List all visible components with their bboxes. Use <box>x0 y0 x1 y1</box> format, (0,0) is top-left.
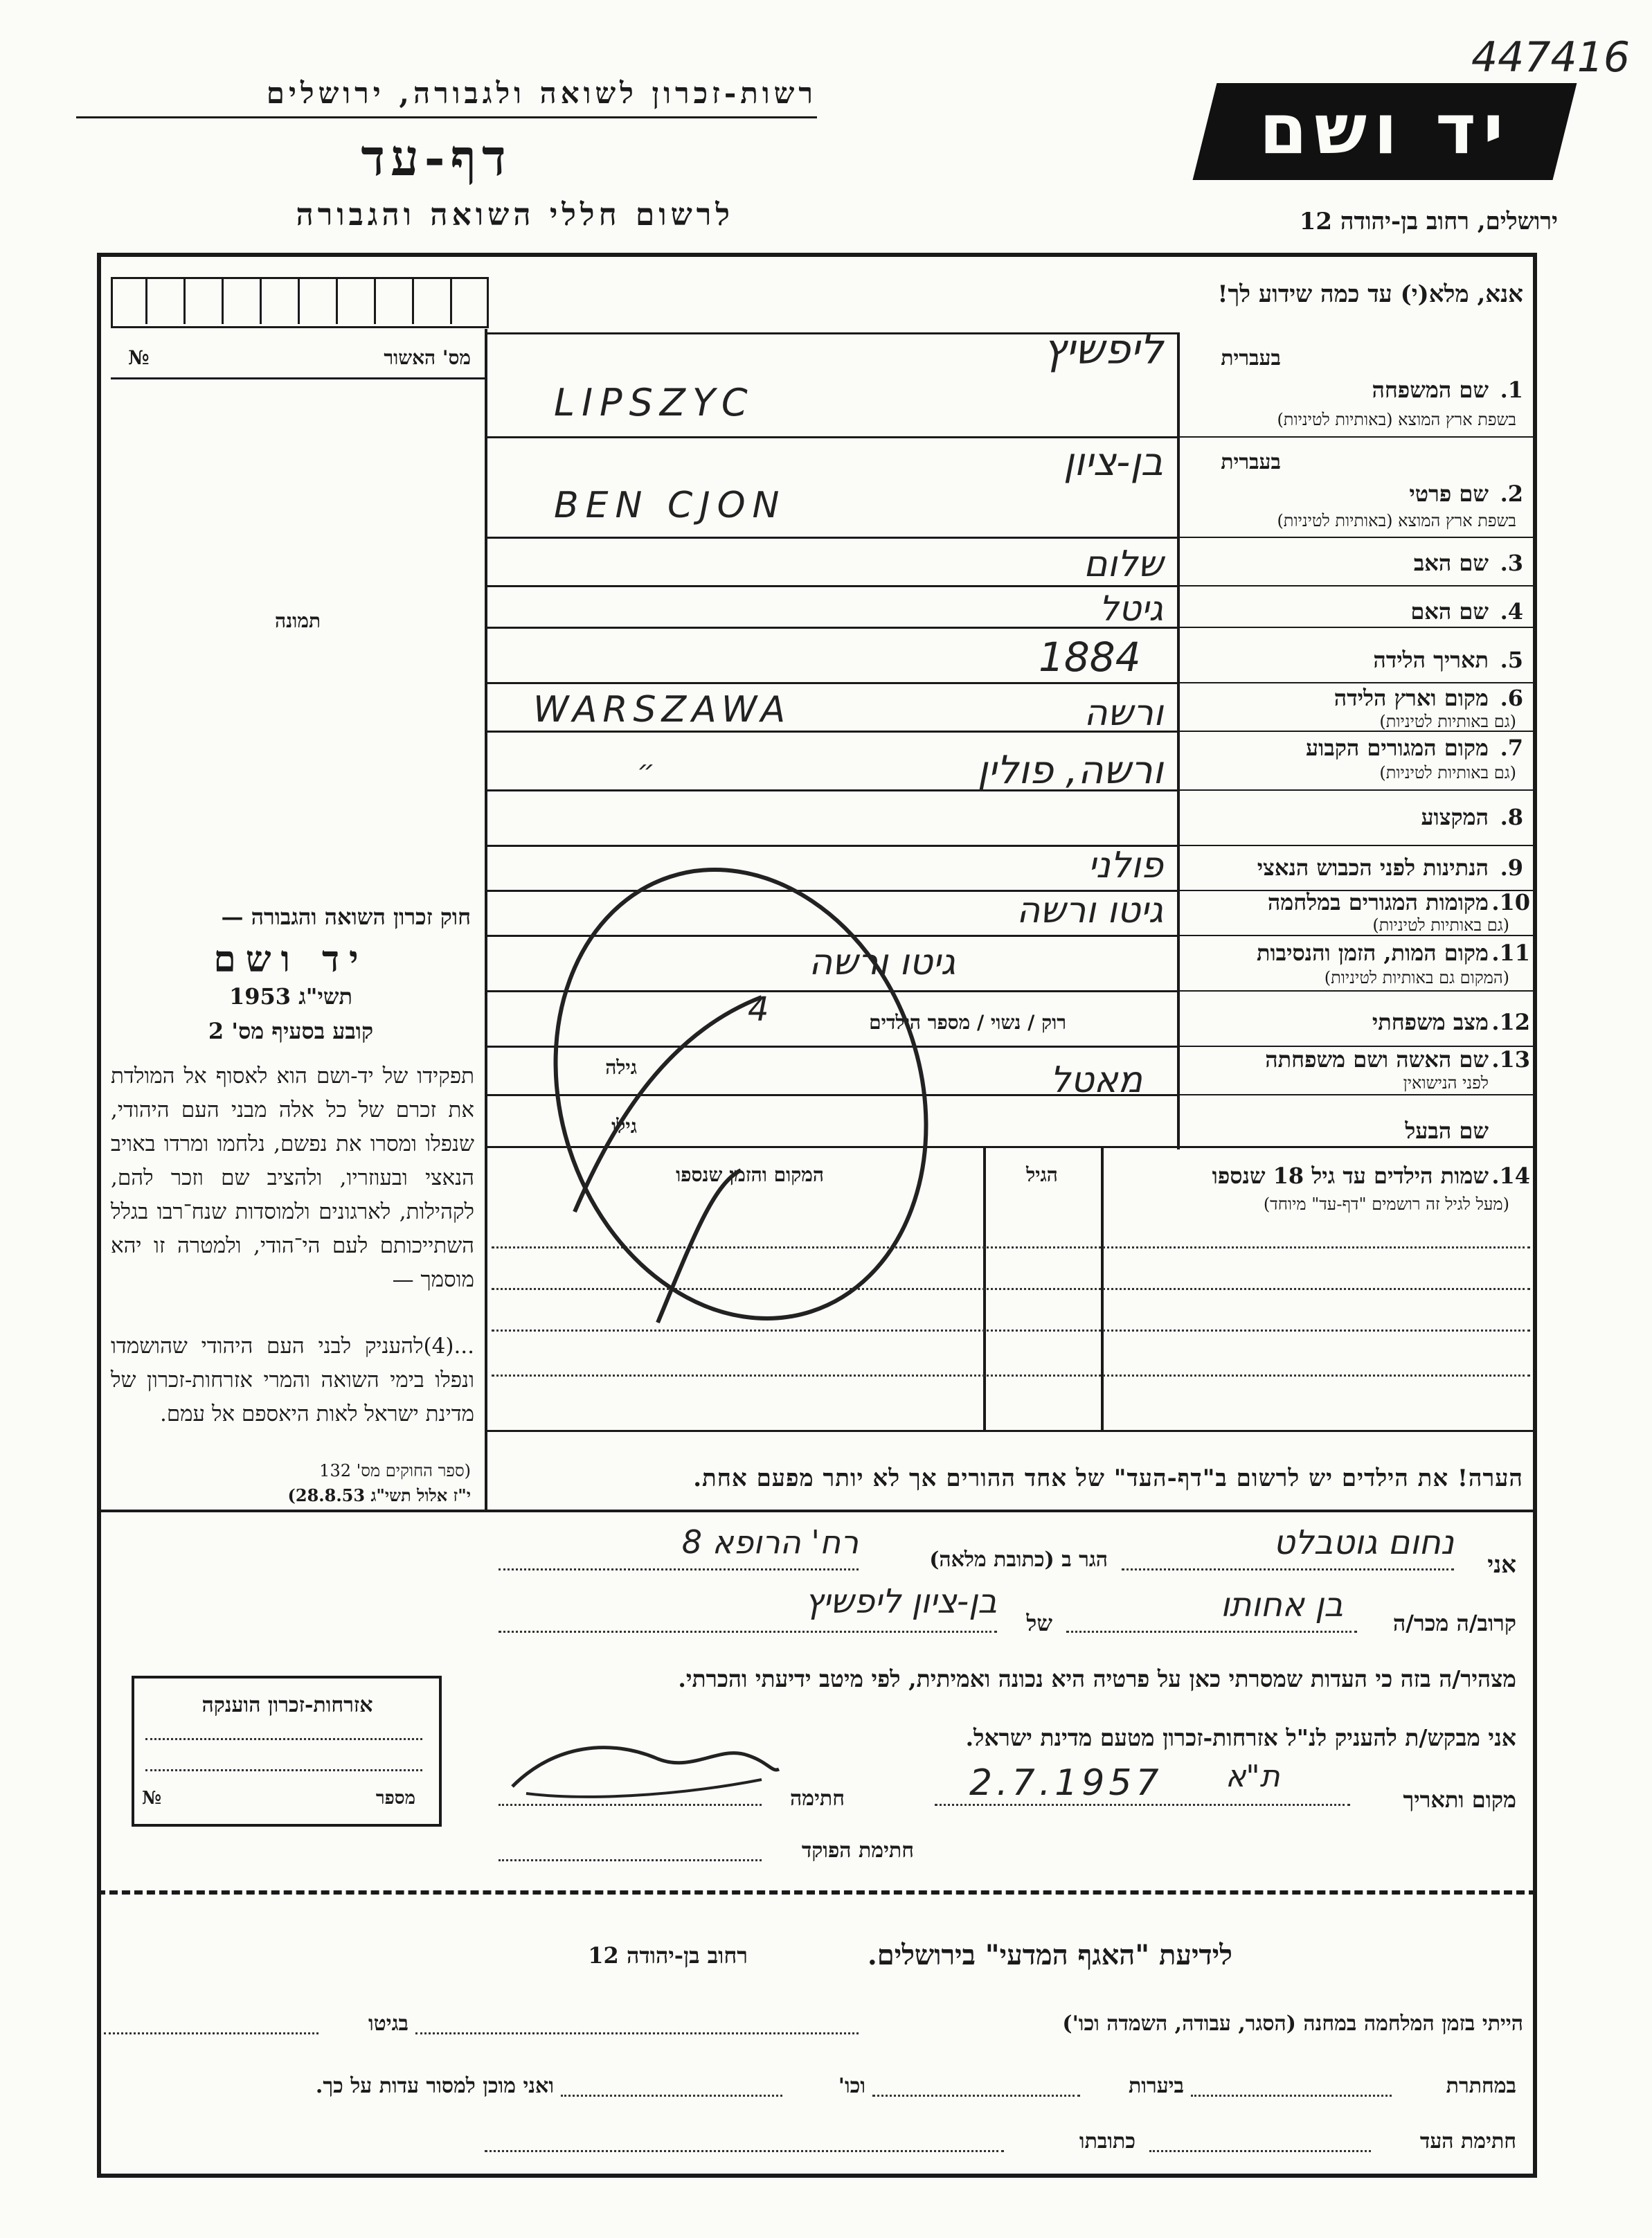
field-3-value[interactable]: שלום <box>1083 544 1163 585</box>
footer-etc-label: וכו' <box>838 2074 865 2098</box>
decl-relation[interactable]: בן אחותו <box>1220 1586 1343 1624</box>
decl-signature-label: חתימה <box>790 1787 845 1811</box>
field-10-sub: (גם באותיות לטיניות) <box>1372 915 1509 935</box>
stamp-box-number-mark: № <box>142 1788 162 1809</box>
field-3-label: שם האב <box>1413 550 1489 576</box>
field-6-number: 6. <box>1500 685 1523 711</box>
field-8-label: המקצוע <box>1421 804 1489 830</box>
decl-relative-label: קרוב/ה מכר/ה <box>1392 1610 1516 1636</box>
field-6-label: מקום וארץ הלידה <box>1334 685 1489 711</box>
footer-forest-label: ביערות <box>1128 2074 1184 2098</box>
field-12-number: 12. <box>1491 1009 1530 1035</box>
sidebar-text: תפקידו של יד-ושם הוא לאסוף אל המולדת את זכרם של כל אלה מבני העם היהודי, שנפלו ומסרו את נפשם, נלחמו ומרדו באויב הנאצי ובעוזריו, ולהציב שם וזכר להם, לקהילות, לארגונים ולמוסדות שנח־רבו בגלל השתייכותם לעם הי־הודי, ולמטרה זו יהא מוסמך — <box>111 1064 474 1292</box>
field-13-label: שם האשה ושם משפחתה <box>1265 1046 1489 1073</box>
approval-no-mark: № <box>128 346 150 369</box>
form-subtitle: לרשום חללי השואה והגבורה <box>296 197 734 233</box>
decl-statement: מצהיר/ה בזה כי העדות שמסרתי כאן על פרטיה היא נכונה ואמיתית, לפי מיטב ידיעתי והכרתי. <box>678 1665 1516 1692</box>
field-9-number: 9. <box>1500 854 1523 881</box>
field-7-sub: (גם באותיות לטיניות) <box>1379 763 1516 782</box>
field-12-options: רוק / נשוי / מספר הילדים <box>869 1011 1066 1034</box>
field-10-value[interactable]: גיטו ורשה <box>1016 890 1163 931</box>
footer-address: רחוב בן-יהודה 12 <box>588 1942 748 1969</box>
footer-camp-label: הייתי בזמן המלחמה במחנה (הסגר, עבודה, השמדה וכו') <box>1062 2012 1523 2036</box>
children-col-place: המקום והזמן שנספו <box>676 1163 824 1186</box>
decl-of-name[interactable]: בן-ציון ליפשיץ <box>805 1582 997 1621</box>
children-label: שמות הילדים עד גיל 18 שנספו <box>1212 1163 1489 1189</box>
field-11-label: מקום המות, הזמן והנסיבות <box>1256 940 1489 966</box>
field-7-ditto: ״ <box>637 755 655 787</box>
field-2-sub: בשפת ארץ המוצא (באותיות לטיניות) <box>1277 511 1516 530</box>
field-6-value-latin[interactable]: WARSZAWA <box>533 689 791 731</box>
decl-place-date-label: מקום ותאריך <box>1403 1787 1516 1813</box>
scribble-mark <box>533 824 962 1378</box>
field-7-number: 7. <box>1500 735 1523 761</box>
field-11-number: 11. <box>1491 940 1530 966</box>
field-5-number: 5. <box>1500 647 1523 673</box>
field-11-value[interactable]: גיטו ורשה <box>809 942 955 983</box>
field-4-label: שם האם <box>1410 598 1489 625</box>
field-1-label: שם המשפחה <box>1372 377 1489 403</box>
photo-label: תמונה <box>274 609 321 632</box>
footer-ready-label: ואני מוכן למסור עדות על כך. <box>315 2074 554 2098</box>
approval-box <box>111 277 489 328</box>
field-7-value[interactable]: ורשה, פולין <box>977 748 1163 793</box>
field-12-label: מצב משפחתי <box>1372 1009 1489 1035</box>
instructions: אנא, מלא(י) עד כמה שידוע לך! <box>1217 280 1523 308</box>
sidebar-clause: קובע בסעיף מס' 2 <box>208 1018 374 1044</box>
footer-ghetto-label: בגיטו <box>368 2012 408 2036</box>
footer-title: לידיעת "האגף המדעי" בירושלים. <box>867 1939 1232 1971</box>
field-5-value[interactable]: 1884 <box>1039 634 1141 681</box>
footer-address-label: כתובתו <box>1079 2129 1135 2154</box>
sidebar-year: תשי"ג 1953 <box>229 983 352 1010</box>
field-12-children[interactable]: 4 <box>748 990 769 1029</box>
sidebar-ref: (ספר החוקים מס' 132 <box>319 1461 471 1480</box>
decl-address[interactable]: רח' הרופא 8 <box>681 1523 859 1561</box>
field-6-sub: (גם באותיות לטיניות) <box>1379 712 1516 731</box>
children-number: 14. <box>1491 1163 1530 1189</box>
decl-i-label: אני <box>1487 1551 1516 1579</box>
children-col-age: הגיל <box>1026 1163 1058 1186</box>
archive-number: 447416 <box>1471 33 1631 82</box>
field-9-label: הנתינות לפני הכבוש הנאצי <box>1257 854 1489 881</box>
decl-of-label: של <box>1026 1610 1052 1636</box>
field-8-number: 8. <box>1500 804 1523 830</box>
decl-request: אני מבקש/ת להעניק לנ"ל אזרחות-זכרון מטעם מדינת ישראל. <box>965 1724 1516 1751</box>
sidebar-ref-date: י"ז אלול תשי"ג 28.8.53) <box>287 1485 471 1505</box>
field-13-sub: לפני הנישואין <box>1403 1073 1489 1093</box>
decl-place[interactable]: ת"א <box>1225 1759 1280 1794</box>
field-13-value[interactable]: מאטל <box>1050 1059 1142 1101</box>
law-title: חוק זכרון השואה והגבורה — <box>221 904 471 930</box>
wife-age-label: גילה <box>605 1056 637 1079</box>
husband-age-label: גילו <box>611 1115 637 1138</box>
field-9-value[interactable]: פולני <box>1088 845 1163 886</box>
children-sub: (מעל לגיל זה רושמים "דף-עד" מיוחד) <box>1263 1194 1509 1214</box>
decl-name[interactable]: נחום גוטבלט <box>1273 1523 1454 1562</box>
approval-no-label: מס' האשור <box>384 346 471 369</box>
field-10-number: 10. <box>1491 889 1530 915</box>
field-1-value-he[interactable]: ליפשיץ <box>1043 325 1163 374</box>
field-1-hebrew-tag: בעברית <box>1221 346 1281 370</box>
sidebar-text-2: ...(4)להעניק לבני העם היהודי שהושמדו ונפלו בימי השואה והמרי אזרחות-זכרון של מדינת ישראל לאות היאספם אל עמם. <box>111 1334 474 1426</box>
stamp-box-title: אזרחות-זכרון הוענקה <box>201 1693 373 1717</box>
field-1-number: 1. <box>1500 377 1523 403</box>
field-2-label: שם פרטי <box>1409 481 1489 507</box>
note: הערה! את הילדים יש לרשום ב"דף-העד" של אחד ההורים אך לא יותר מפעם אחת. <box>693 1465 1523 1492</box>
decl-date[interactable]: 2.7.1957 <box>969 1762 1163 1804</box>
footer-hiding-label: במחתרת <box>1446 2074 1516 2098</box>
field-5-label: תאריך הלידה <box>1373 647 1489 673</box>
sidebar-logo: יד ושם <box>213 938 368 981</box>
decl-resides-label: הגר ב (כתובת מלאה) <box>929 1548 1108 1572</box>
field-2-value-latin[interactable]: BEN CJON <box>554 485 787 526</box>
institution-name: רשות-זכרון לשואה ולגבורה, ירושלים <box>266 76 817 110</box>
field-7-label: מקום המגורים הקבוע <box>1306 735 1489 761</box>
field-4-number: 4. <box>1500 598 1523 625</box>
field-2-number: 2. <box>1500 481 1523 507</box>
field-1-value-latin[interactable]: LIPSZYC <box>554 381 755 424</box>
field-13-number: 13. <box>1491 1046 1530 1073</box>
decl-officer-label: חתימת הפוקד <box>801 1838 914 1863</box>
field-2-value-he[interactable]: בן-ציון <box>1063 440 1163 485</box>
field-6-value-he[interactable]: ורשה <box>1084 692 1163 734</box>
signature <box>499 1731 789 1814</box>
logo-text: יד ושם <box>1259 89 1511 170</box>
field-11-sub: (המקום גם באותיות לטיניות) <box>1324 968 1509 987</box>
field-3-number: 3. <box>1500 550 1523 576</box>
footer-witness-label: חתימת העד <box>1419 2129 1516 2154</box>
husband-label: שם הבעל <box>1405 1118 1489 1144</box>
form-title: דף-עד <box>361 128 512 187</box>
field-2-hebrew-tag: בעברית <box>1221 450 1281 474</box>
field-1-sub: בשפת ארץ המוצא (באותיות לטיניות) <box>1277 410 1516 429</box>
header-address: ירושלים, רחוב בן-יהודה 12 <box>1299 208 1558 235</box>
stamp-box-number-label: מספר <box>375 1788 415 1809</box>
field-4-value[interactable]: גיטל <box>1099 589 1163 629</box>
field-10-label: מקומות המגורים במלחמה <box>1267 889 1489 915</box>
